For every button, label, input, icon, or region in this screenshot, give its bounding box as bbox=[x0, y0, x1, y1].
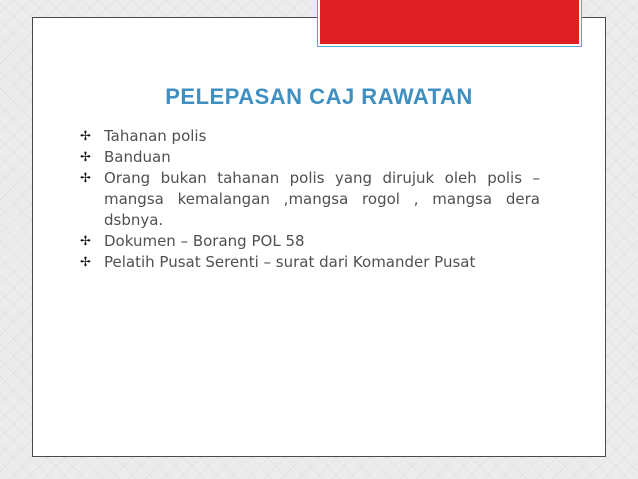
list-item bbox=[80, 252, 540, 273]
bullet-text: Banduan bbox=[104, 148, 171, 166]
bullet-text: Tahanan polis bbox=[104, 127, 207, 145]
bullet-text: Dokumen – Borang POL 58 bbox=[104, 232, 305, 250]
slide-title: PELEPASAN CAJ RAWATAN bbox=[165, 84, 473, 109]
bullet-text: Orang bukan tahanan polis yang dirujuk oleh polis –mangsa kemalangan ,mangsa rogol , mangsa dera dsbnya. bbox=[104, 169, 540, 229]
list-item bbox=[80, 147, 540, 168]
bullet-icon: ✢ bbox=[80, 129, 91, 144]
accent-tab bbox=[318, 0, 581, 46]
bullet-list bbox=[80, 126, 540, 273]
bullet-icon: ✢ bbox=[80, 150, 91, 165]
list-item bbox=[80, 231, 540, 252]
bullet-icon: ✢ bbox=[80, 255, 91, 270]
list-item bbox=[80, 126, 540, 147]
bullet-icon: ✢ bbox=[80, 234, 91, 249]
list-item bbox=[80, 168, 540, 231]
bullet-icon: ✢ bbox=[80, 171, 91, 186]
bullet-text: Pelatih Pusat Serenti – surat dari Komander Pusat bbox=[104, 253, 476, 271]
